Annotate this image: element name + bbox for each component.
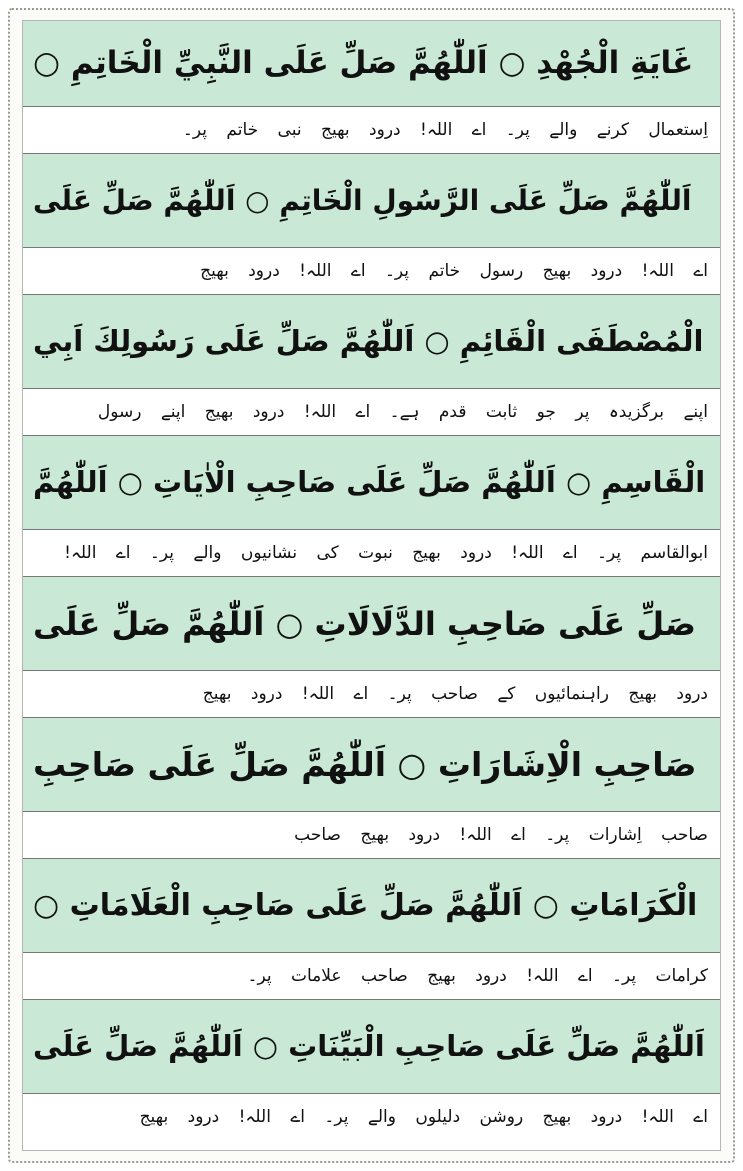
arabic-text: اَللّٰهُمَّ صَلِّ عَلَى الرَّسُولِ الْخَاتِمِ ○ اَللّٰهُمَّ صَلِّ عَلَى xyxy=(33,183,692,217)
arabic-line-6 xyxy=(23,718,720,812)
urdu-text: اے اللہ! درود بھیج روشن دلیلوں والے پر۔ اے اللہ! درود بھیج xyxy=(139,1107,708,1127)
urdu-text: صاحب اِشارات پر۔ اے اللہ! درود بھیج صاحب xyxy=(294,824,708,845)
urdu-translation-line-6 xyxy=(23,812,720,859)
arabic-line-8 xyxy=(23,1000,720,1094)
urdu-translation-line-4 xyxy=(23,530,720,577)
urdu-translation-line-1 xyxy=(23,107,720,154)
urdu-text: اے اللہ! درود بھیج رسول خاتم پر۔ اے اللہ! درود بھیج xyxy=(200,260,708,281)
arabic-line-1 xyxy=(23,21,720,107)
arabic-text: غَايَةِ الْجُهْدِ ○ اَللّٰهُمَّ صَلِّ عَلَى النَّبِيِّ الْخَاتِمِ ○ xyxy=(33,45,694,81)
urdu-translation-line-3 xyxy=(23,389,720,436)
arabic-text: صَلِّ عَلَى صَاحِبِ الدَّلَالَاتِ ○ اَللّٰهُمَّ صَلِّ عَلَى xyxy=(33,604,696,643)
arabic-text: الْكَرَامَاتِ ○ اَللّٰهُمَّ صَلِّ عَلَى صَاحِبِ الْعَلَامَاتِ ○ xyxy=(33,887,698,923)
arabic-line-4 xyxy=(23,436,720,530)
urdu-text: ابوالقاسم پر۔ اے اللہ! درود بھیج نبوت کی نشانیوں والے پر۔ اے اللہ! xyxy=(64,542,708,563)
arabic-text: الْمُصْطَفَى الْقَائِمِ ○ اَللّٰهُمَّ صَلِّ عَلَى رَسُولِكَ اَبِي xyxy=(33,324,704,358)
urdu-translation-line-2 xyxy=(23,248,720,295)
arabic-line-5 xyxy=(23,577,720,671)
arabic-text: صَاحِبِ الْاِشَارَاتِ ○ اَللّٰهُمَّ صَلِّ عَلَى صَاحِبِ xyxy=(33,745,697,784)
urdu-translation-line-5 xyxy=(23,671,720,718)
arabic-line-3 xyxy=(23,295,720,389)
urdu-text: اپنے برگزیدہ پر جو ثابت قدم ہے۔ اے اللہ! درود بھیج اپنے رسول xyxy=(97,401,708,422)
urdu-text: کرامات پر۔ اے اللہ! درود بھیج صاحب علامات پر۔ xyxy=(247,965,708,986)
text-panel xyxy=(22,20,721,1151)
urdu-text: درود بھیج راہنمائیوں کے صاحب پر۔ اے اللہ! درود بھیج xyxy=(202,683,708,704)
arabic-line-2 xyxy=(23,154,720,248)
urdu-translation-line-7 xyxy=(23,953,720,1000)
urdu-translation-line-8 xyxy=(23,1094,720,1141)
arabic-line-7 xyxy=(23,859,720,953)
arabic-text: اَللّٰهُمَّ صَلِّ عَلَى صَاحِبِ الْبَيِّنَاتِ ○ اَللّٰهُمَّ صَلِّ عَلَى xyxy=(33,1029,705,1063)
arabic-text: الْقَاسِمِ ○ اَللّٰهُمَّ صَلِّ عَلَى صَاحِبِ الْاٰيَاتِ ○ اَللّٰهُمَّ xyxy=(33,465,706,499)
urdu-text: اِستعمال کرنے والے پر۔ اے اللہ! درود بھیج نبی خاتم پر۔ xyxy=(182,119,708,140)
